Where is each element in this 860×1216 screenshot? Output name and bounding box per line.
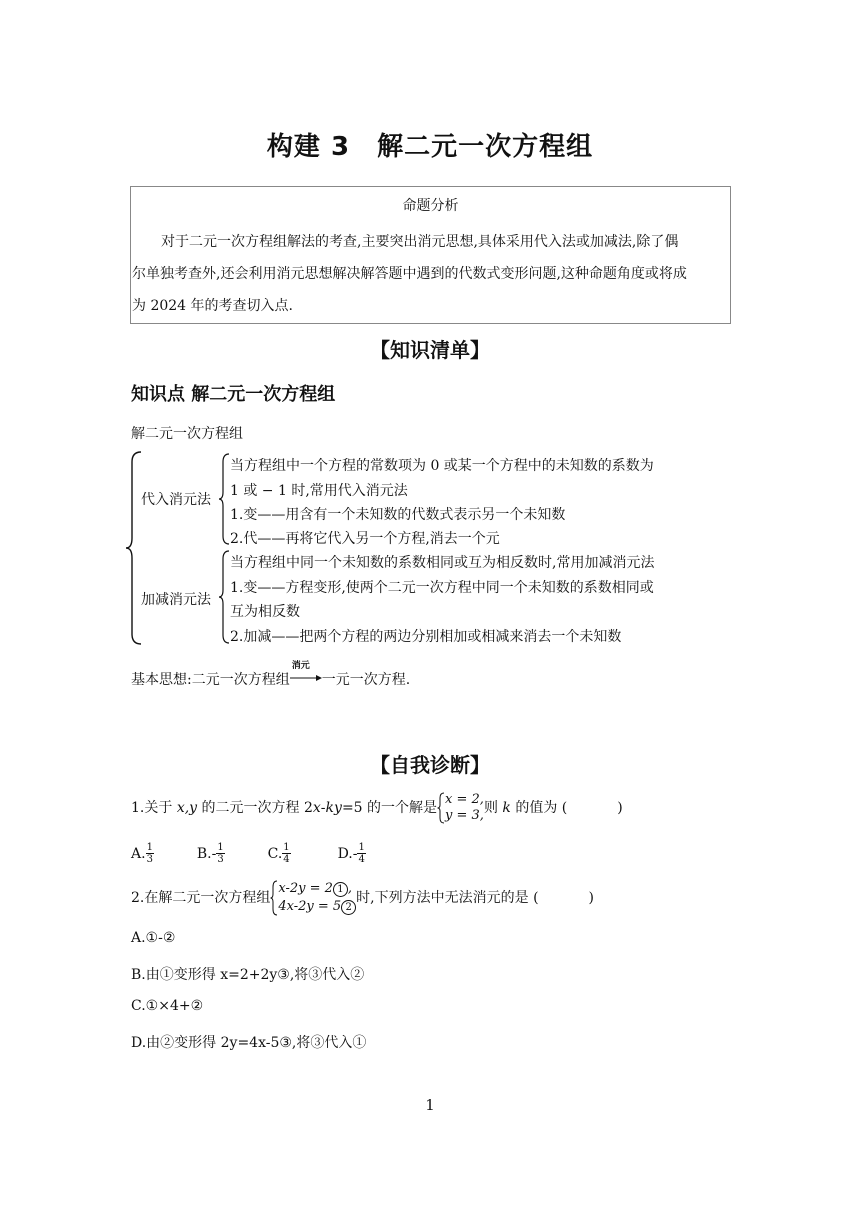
q1-mid: 的二元一次方程 2 [197, 800, 313, 816]
circled-two: 2 [341, 900, 356, 915]
q2-option-b[interactable]: B.由①变形得 x=2+2y③,将③代入② [131, 967, 365, 983]
sub-method-line-2: 1 或 − 1 时,常用代入消元法 [230, 483, 408, 499]
page-number: 1 [425, 1096, 435, 1114]
add-method-line-3: 互为相反数 [230, 604, 300, 620]
q1-eq-dash: - [320, 800, 326, 816]
analysis-box [130, 186, 731, 324]
q1-eq-x: x [312, 800, 321, 816]
q1-system [437, 792, 484, 824]
add-method-line-1: 当方程组中同一个未知数的系数相同或互为相反数时,常用加减消元法 [230, 555, 655, 571]
arrow-label: 消元 [291, 661, 310, 671]
q2-option-c[interactable]: C.①×4+② [131, 998, 204, 1014]
circled-one: 1 [333, 882, 348, 897]
add-method-line-4: 2.加减——把两个方程的两边分别相加或相减来消去一个未知数 [230, 629, 622, 645]
sub-method-label: 代入消元法 [141, 492, 211, 508]
q1-option-c[interactable]: C. $\frac{1}{4}$ [267, 842, 290, 865]
q1-prefix: 1.关于 [131, 800, 177, 816]
q1-option-a[interactable]: A. $\frac{1}{3}$ [131, 842, 153, 865]
knowledge-section-heading: 【知识清单】 [370, 338, 490, 362]
q1-eq-rest: =5 的一个解是 [341, 800, 438, 816]
q2-tail: 时,下列方法中无法消元的是 ( [356, 890, 539, 906]
q1-system-line-1: x = 2, [445, 792, 484, 807]
q1-option-d[interactable]: D.- $\frac{1}{4}$ [337, 842, 365, 865]
q2-option-a[interactable]: A.①-② [131, 930, 176, 946]
sub-method-line-4: 2.代——再将它代入另一个方程,消去一个元 [230, 531, 500, 547]
analysis-heading: 命题分析 [402, 198, 459, 214]
eliminate-arrow-icon [290, 661, 322, 684]
q2-option-d[interactable]: D.由②变形得 2y=4x-5③,将③代入① [131, 1035, 367, 1051]
outer-brace-icon [124, 450, 144, 646]
question-2 [131, 880, 594, 916]
q1-vars: x,y [176, 800, 198, 816]
q1-k: k [502, 800, 511, 816]
knowledge-point-title: 知识点 解二元一次方程组 [131, 384, 336, 405]
basic-idea-suffix: 一元一次方程. [321, 672, 411, 688]
tree-root-label: 解二元一次方程组 [131, 426, 243, 442]
q1-option-b[interactable]: B.- $\frac{1}{3}$ [196, 842, 224, 865]
question-1 [131, 792, 623, 824]
analysis-line-3: 为 2024 年的考查切入点. [132, 298, 293, 314]
basic-idea [131, 661, 411, 689]
sub-method-line-3: 1.变——用含有一个未知数的代数式表示另一个未知数 [230, 507, 566, 523]
q1-close-paren: ) [617, 800, 623, 816]
q2-system: x-2y = 2 1 , 4x-2y = 5 2 [270, 880, 356, 916]
analysis-line-2: 尔单独考查外,还会利用消元思想解决解答题中遇到的代数式变形问题,这种命题角度或将成 [132, 266, 687, 282]
diagnosis-section-heading: 【自我诊断】 [370, 753, 490, 777]
q1-options [131, 842, 366, 865]
fraction: $\frac{1}{3}$ [146, 842, 153, 865]
add-method-label: 加减消元法 [141, 592, 211, 608]
q1-tail: 的值为 ( [510, 800, 568, 816]
q1-eq-ky: ky [325, 800, 342, 816]
add-method-brace-icon [217, 549, 231, 645]
sub-method-line-1: 当方程组中一个方程的常数项为 0 或某一个方程中的未知数的系数为 [230, 458, 654, 474]
fraction: $\frac{1}{3}$ [217, 842, 224, 865]
q2-system-line-1: x-2y = 2 [278, 881, 333, 896]
q1-system-line-2: y = 3, [445, 808, 484, 823]
add-method-line-2: 1.变——方程变形,使两个二元一次方程中同一个未知数的系数相同或 [230, 580, 654, 596]
analysis-line-1: 对于二元一次方程组解法的考查,主要突出消元思想,具体采用代入法或加减法,除了偶 [161, 234, 679, 250]
page-title: 构建 3 解二元一次方程组 [266, 132, 594, 162]
q2-system-line-2: 4x-2y = 5 [278, 899, 342, 914]
basic-idea-prefix: 基本思想:二元一次方程组 [131, 672, 290, 688]
q2-prefix: 2.在解二元一次方程组 [131, 890, 271, 906]
fraction: $\frac{1}{4}$ [283, 842, 290, 865]
fraction: $\frac{1}{4}$ [358, 842, 365, 865]
sub-method-brace-icon [217, 452, 231, 546]
q1-after: 则 [483, 800, 503, 816]
q2-close-paren: ) [588, 890, 595, 906]
